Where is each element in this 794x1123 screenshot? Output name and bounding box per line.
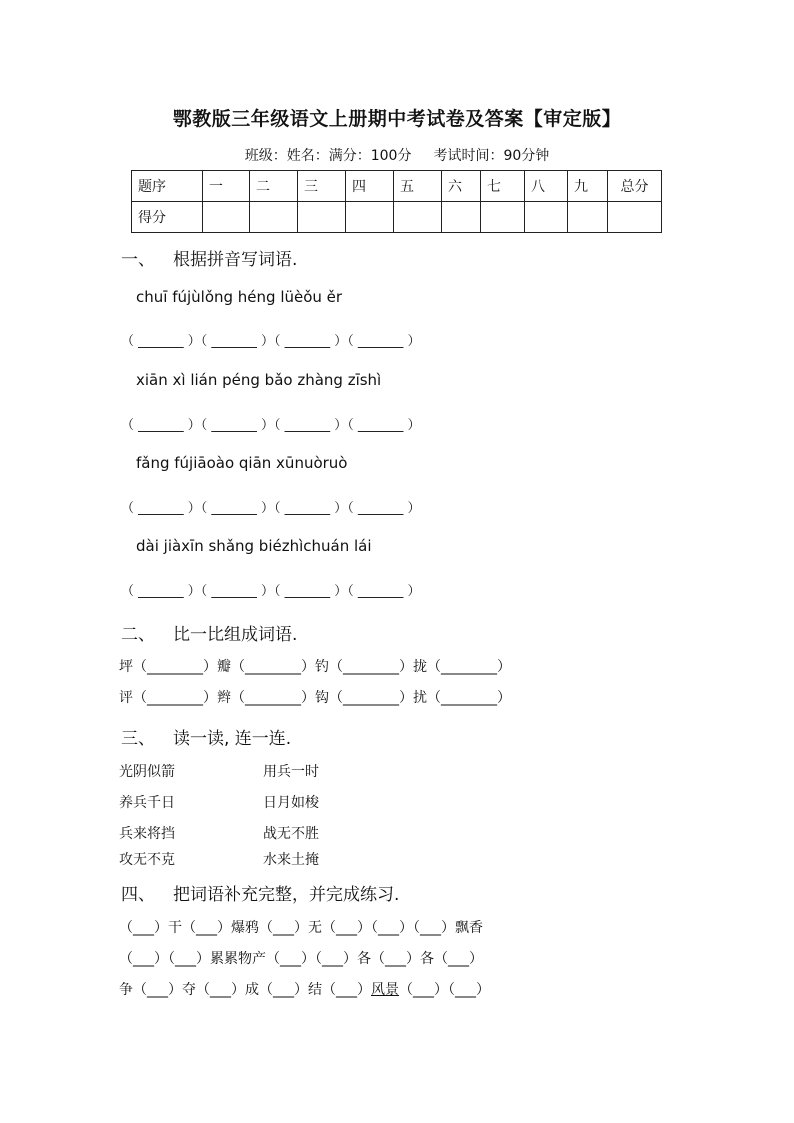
header-cell: 五 — [394, 171, 442, 202]
score-label: 得分 — [132, 202, 203, 233]
pinyin-line: dài jiàxīn shǎng biézhìchuán lái — [136, 537, 372, 555]
section-number: 一、 — [121, 250, 155, 270]
fill-row[interactable]: （___）干（___）爆鸦（___）无（___）（___）（___）飘香 — [119, 920, 483, 936]
score-cell[interactable] — [250, 202, 298, 233]
header-cell: 一 — [203, 171, 250, 202]
score-cell[interactable] — [298, 202, 346, 233]
score-cell[interactable] — [608, 202, 662, 233]
section-number: 四、 — [121, 885, 155, 905]
header-cell: 八 — [525, 171, 568, 202]
header-cell: 二 — [250, 171, 298, 202]
score-cell[interactable] — [203, 202, 250, 233]
score-cell[interactable] — [346, 202, 394, 233]
underlined-word: 风景 — [371, 982, 399, 998]
score-cell[interactable] — [442, 202, 481, 233]
score-table-header-row — [132, 171, 662, 202]
match-left-item[interactable]: 兵来将挡 — [119, 826, 175, 842]
fill-row-3[interactable] — [119, 979, 490, 999]
section-3-heading — [121, 724, 291, 749]
header-cell: 总分 — [608, 171, 662, 202]
header-cell: 七 — [481, 171, 525, 202]
exam-info-left: 班级：姓名：满分：100分 — [244, 148, 412, 164]
compare-row[interactable]: 评（________）辫（________）钩（________）扰（________） — [119, 690, 511, 706]
compare-row[interactable]: 坪（________）瓣（________）钓（________）拢（________） — [119, 659, 511, 675]
score-cell[interactable] — [481, 202, 525, 233]
section-title: 比一比组成词语. — [173, 625, 298, 645]
header-cell: 三 — [298, 171, 346, 202]
score-cell[interactable] — [525, 202, 568, 233]
answer-blank-line[interactable]: （ _______ ）（ _______ ）（ _______ ）（ _______ ） — [121, 501, 421, 516]
header-cell: 四 — [346, 171, 394, 202]
score-cell[interactable] — [568, 202, 608, 233]
fill-row-text: 争（___）夺（___）成（___）结（___） — [119, 982, 371, 998]
section-number: 二、 — [121, 625, 155, 645]
section-number: 三、 — [121, 729, 155, 749]
fill-row[interactable]: （___）（___）累累物产（___）（___）各（___）各（___） — [119, 951, 483, 967]
answer-blank-line[interactable]: （ _______ ）（ _______ ）（ _______ ）（ _______ ） — [121, 418, 421, 433]
match-right-item[interactable]: 日月如梭 — [263, 795, 319, 811]
match-left-item[interactable]: 攻无不克 — [119, 852, 175, 868]
section-title: 读一读, 连一连. — [173, 729, 292, 749]
pinyin-line: fǎng fújiāoào qiān xūnuòruò — [136, 454, 348, 472]
section-2-heading — [121, 620, 297, 645]
header-cell: 九 — [568, 171, 608, 202]
pinyin-line: xiān xì lián péng bǎo zhàng zīshì — [136, 371, 382, 389]
match-left-item[interactable]: 养兵千日 — [119, 795, 175, 811]
score-cell[interactable] — [394, 202, 442, 233]
score-table — [131, 170, 662, 233]
match-right-item[interactable]: 战无不胜 — [263, 826, 319, 842]
page-title: 鄂教版三年级语文上册期中考试卷及答案【审定版】 — [172, 108, 622, 130]
match-left-item[interactable]: 光阴似箭 — [119, 764, 175, 780]
exam-info — [0, 145, 794, 165]
fill-row-tail: （___）（___） — [399, 982, 490, 998]
match-right-item[interactable]: 用兵一时 — [263, 764, 319, 780]
section-title: 把词语补充完整，并完成练习. — [173, 885, 400, 905]
section-4-heading — [121, 880, 399, 905]
answer-blank-line[interactable]: （ _______ ）（ _______ ）（ _______ ）（ _______ ） — [121, 584, 421, 599]
section-1-heading — [121, 245, 297, 270]
score-table-score-row — [132, 202, 662, 233]
header-cell: 六 — [442, 171, 481, 202]
exam-info-right: 考试时间：90分钟 — [433, 148, 550, 164]
section-title: 根据拼音写词语. — [173, 250, 298, 270]
match-right-item[interactable]: 水来土掩 — [263, 852, 319, 868]
header-cell: 题序 — [132, 171, 203, 202]
pinyin-line: chuī fújùlǒng héng lüèǒu ěr — [136, 288, 343, 306]
answer-blank-line[interactable]: （ _______ ）（ _______ ）（ _______ ）（ _______ ） — [121, 334, 421, 349]
